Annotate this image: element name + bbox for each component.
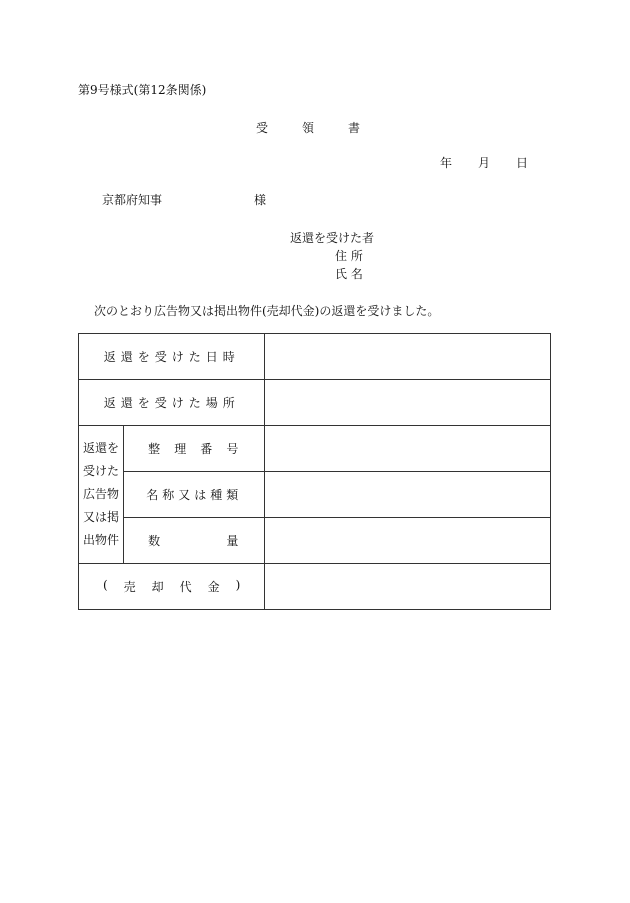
value-sale-proceeds — [265, 564, 551, 610]
addressee-name: 京都府知事 — [102, 193, 163, 207]
group-line-1: 返還を — [83, 441, 120, 455]
addressee-honorific: 様 — [254, 193, 267, 207]
table-row-place — [79, 380, 551, 426]
sale-char-1: ( — [103, 578, 108, 592]
sale-char-4: 代 — [179, 580, 192, 594]
group-line-4: 又は掲 — [83, 510, 120, 524]
quantity-char-1: 数 — [148, 534, 161, 548]
date-year: 年 — [440, 156, 453, 170]
sale-char-5: 金 — [207, 580, 220, 594]
value-quantity — [265, 518, 551, 564]
value-name-or-type — [265, 472, 551, 518]
group-line-2: 受けた — [83, 464, 120, 478]
title-char-1: 受 — [256, 121, 269, 135]
value-place — [265, 380, 551, 426]
table-row-sale — [79, 564, 551, 610]
form-number: 第9号様式(第12条関係) — [78, 83, 207, 97]
receiver-label: 返還を受けた者 — [290, 231, 375, 245]
quantity-char-2: 量 — [226, 534, 239, 548]
number-char-3: 番 — [200, 442, 213, 456]
value-number — [265, 426, 551, 472]
value-datetime — [265, 334, 551, 380]
label-datetime: 返還を受けた日時 — [79, 334, 265, 380]
receiver-address-label: 住 所 — [335, 249, 363, 263]
table-row-quantity — [79, 518, 551, 564]
receiver-name-label: 氏 名 — [335, 267, 363, 281]
label-quantity — [124, 518, 265, 564]
table-row-name — [79, 472, 551, 518]
label-name-or-type: 名称又は種類 — [124, 472, 265, 518]
table-row-datetime — [79, 334, 551, 380]
statement-text: 次のとおり広告物又は掲出物件(売却代金)の返還を受けました。 — [94, 304, 440, 318]
title-char-2: 領 — [302, 121, 315, 135]
group-line-5: 出物件 — [83, 533, 120, 547]
date-day: 日 — [516, 156, 529, 170]
number-char-2: 理 — [174, 442, 187, 456]
table-row-number — [79, 426, 551, 472]
title-char-3: 書 — [348, 121, 361, 135]
sale-char-6: ) — [235, 578, 241, 592]
label-number — [124, 426, 265, 472]
date-line — [440, 157, 528, 169]
document-title — [256, 122, 360, 134]
sale-char-2: 売 — [123, 580, 136, 594]
label-returned-item-group — [79, 426, 124, 564]
number-char-1: 整 — [148, 442, 161, 456]
date-month: 月 — [478, 156, 491, 170]
number-char-4: 号 — [226, 442, 239, 456]
receipt-table — [78, 333, 551, 610]
sale-char-3: 却 — [151, 580, 164, 594]
label-place: 返還を受けた場所 — [79, 380, 265, 426]
label-sale-proceeds — [79, 564, 265, 610]
group-line-3: 広告物 — [83, 487, 120, 501]
